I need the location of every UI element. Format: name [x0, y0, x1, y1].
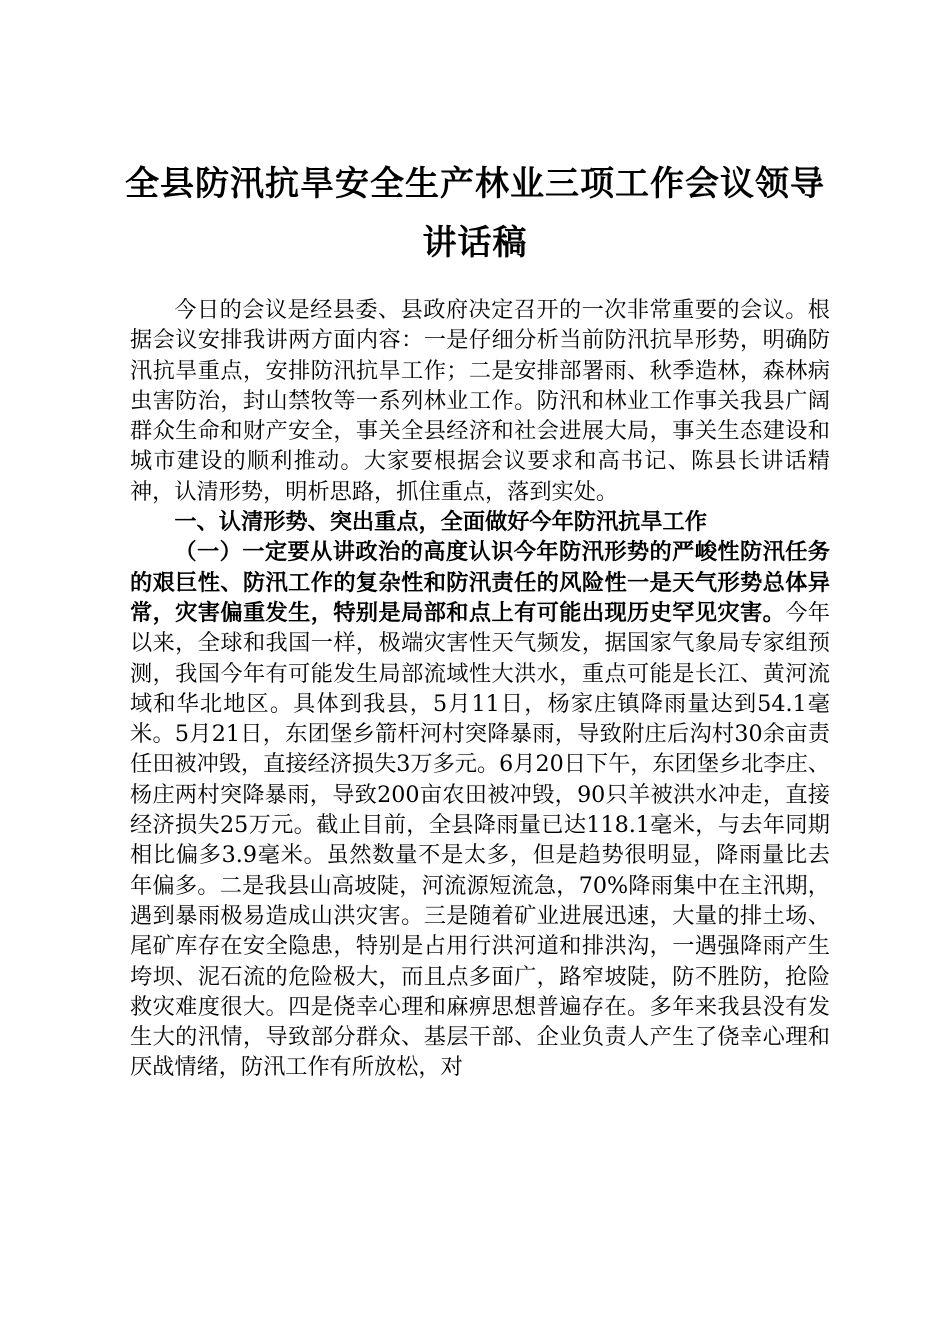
document-title-line-1: 全县防汛抗旱安全生产林业三项工作会议领导 [125, 164, 825, 204]
section-paragraph [130, 537, 830, 1082]
section-body-text: 今年以来，全球和我国一样，极端灾害性天气频发，据国家气象局专家组预测，我国今年有可能发生局部流域性大洪水，重点可能是长江、黄河流域和华北地区。具体到我县，5月11日，杨家庄镇降雨量达到54.1毫米。5月21日，东团堡乡箭杆河村突降暴雨，导致附庄后沟村30余亩责任田被冲毁，直接经济损失3万多元。6月20日下午，东团堡乡北李庄、杨庄两村突降暴雨，导致200亩农田被冲毁，90只羊被洪水冲走，直接经济损失25万元。截止目前，全县降雨量已达118.1毫米，与去年同期相比偏多3.9毫米。虽然数量不是太多，但是趋势很明显，降雨量比去年偏多。二是我县山高坡陡，河流源短流急，70%降雨集中在主汛期，遇到暴雨极易造成山洪灾害。三是随着矿业进展迅速，大量的排土场、尾矿库存在安全隐患，特别是占用行洪河道和排洪沟，一遇强降雨产生垮坝、泥石流的危险极大，而且点多面广，路窄坡陡，防不胜防，抢险救灾难度很大。四是侥幸心理和麻痹思想普遍存在。多年来我县没有发生大的汛情，导致部分群众、基层干部、企业负责人产生了侥幸心理和厌战情绪，防汛工作有所放松，对 [130, 599, 830, 1081]
section-heading: 一、认清形势、突出重点，全面做好今年防汛抗旱工作 [174, 509, 707, 536]
document-title-line-2: 讲话稿 [422, 223, 528, 263]
document-body [130, 295, 830, 1083]
intro-paragraph: 今日的会议是经县委、县政府决定召开的一次非常重要的会议。根据会议安排我讲两方面内容：一是仔细分析当前防汛抗旱形势，明确防汛抗旱重点，安排防汛抗旱工作；二是安排部署雨、秋季造林，森林病虫害防治，封山禁牧等一系列林业工作。防汛和林业工作事关我县广阔群众生命和财产安全，事关全县经济和社会进展大局，事关生态建设和城市建设的顺利推动。大家要根据会议要求和高书记、陈县长讲话精神，认清形势，明析思路，抓住重点，落到实处。 [130, 297, 830, 505]
subsection-heading: （一）一定要从讲政治的高度认识今年防汛形势的严峻性防汛任务的艰巨性、防汛工作的复杂性和防汛责任的风险性一是天气形势总体异常，灾害偏重发生，特别是局部和点上有可能出现历史罕见灾害。 [130, 539, 830, 626]
